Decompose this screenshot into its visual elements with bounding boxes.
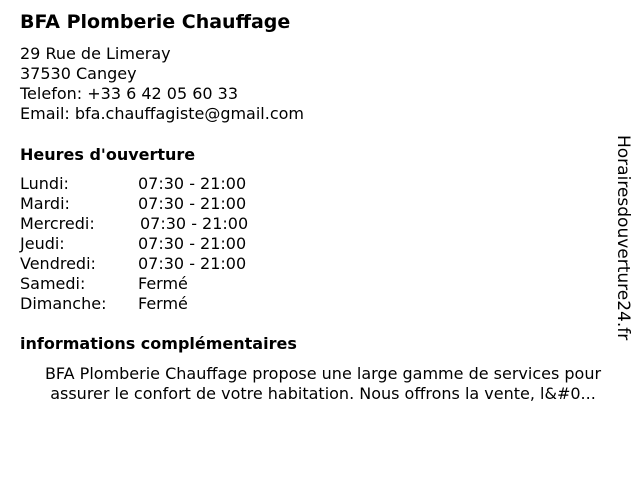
time-value: 07:30 - 21:00: [140, 214, 249, 233]
time-value: 07:30 - 21:00: [138, 174, 247, 193]
day-label: Vendredi:: [20, 254, 96, 273]
time-value: 07:30 - 21:00: [138, 194, 247, 213]
time-value: 07:30 - 21:00: [138, 234, 247, 253]
day-label: Mardi:: [20, 194, 70, 213]
day-label: Dimanche:: [20, 294, 107, 313]
description-line: BFA Plomberie Chauffage propose une large gamme de services pour: [44, 364, 602, 383]
business-contact: [20, 44, 304, 124]
time-value: Fermé: [138, 274, 188, 293]
time-value: 07:30 - 21:00: [138, 254, 247, 273]
site-credit: Horairesdouverture24.fr: [613, 135, 633, 341]
day-label: Mercredi:: [20, 214, 95, 233]
address-city: 37530 Cangey: [20, 64, 137, 83]
business-name: BFA Plomberie Chauffage: [20, 11, 291, 33]
address-street: 29 Rue de Limeray: [20, 44, 171, 63]
day-label: Samedi:: [20, 274, 86, 293]
business-description: [20, 364, 626, 404]
email-address: Email: bfa.chauffagiste@gmail.com: [20, 104, 305, 123]
description-line: assurer le confort de votre habitation. Nous offrons la vente, l&#0...: [50, 384, 596, 403]
day-label: Lundi:: [20, 174, 69, 193]
time-value: Fermé: [138, 294, 188, 313]
additional-info-heading: informations complémentaires: [20, 334, 297, 353]
day-label: Jeudi:: [20, 234, 65, 253]
opening-hours-heading: Heures d'ouverture: [20, 145, 196, 164]
phone-number: Telefon: +33 6 42 05 60 33: [20, 84, 239, 103]
